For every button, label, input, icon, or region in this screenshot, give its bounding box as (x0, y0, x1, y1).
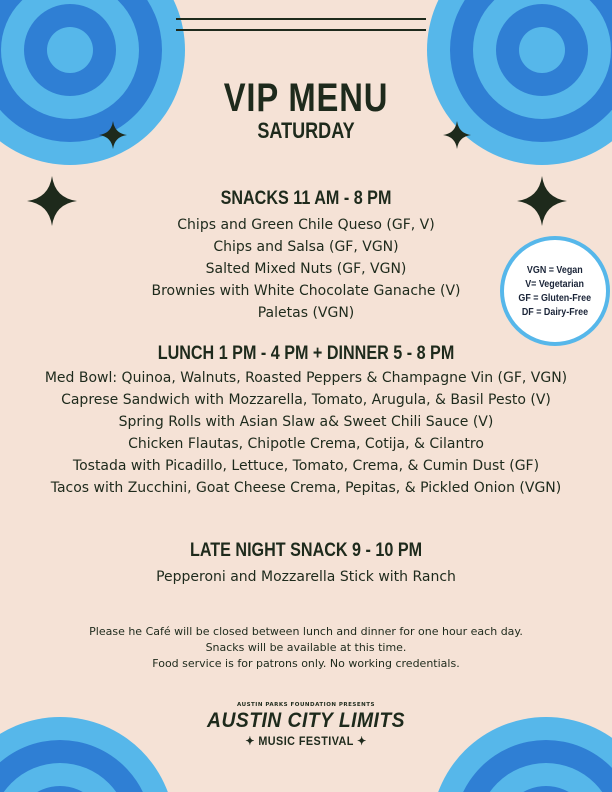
four-point-star-icon (443, 121, 471, 149)
menu-item: Paletas (VGN) (257, 305, 355, 321)
menu-item: Chips and Salsa (GF, VGN) (213, 239, 399, 255)
service-notes (0, 624, 612, 672)
page-title: VIP MENU (223, 76, 389, 120)
legend-item: V= Vegetarian (525, 278, 585, 290)
note-line: Please he Café will be closed between lunch and dinner for one hour each day. (89, 625, 523, 638)
menu-item: Med Bowl: Quinoa, Walnuts, Roasted Peppers & Champagne Vin (GF, VGN) (44, 370, 568, 386)
logo-wordmark: AUSTIN CITY LIMITS (207, 709, 405, 732)
four-point-star-icon (99, 121, 127, 149)
legend-item: DF = Dairy-Free (521, 306, 589, 318)
logo-festival-line: ✦ MUSIC FESTIVAL ✦ (245, 734, 367, 748)
late-night-section (0, 540, 612, 588)
legend-item: GF = Gluten-Free (518, 292, 592, 304)
menu-item: Pepperoni and Mozzarella Stick with Ranch (156, 569, 456, 585)
menu-item: Chips and Green Chile Queso (GF, V) (177, 217, 435, 233)
late-night-heading: LATE NIGHT SNACK 9 - 10 PM (189, 540, 423, 561)
menu-item: Chicken Flautas, Chipotle Crema, Cotija, & Cilantro (128, 436, 484, 452)
dietary-legend-badge (500, 236, 610, 346)
page-subtitle: SATURDAY (257, 118, 355, 143)
menu-item: Brownies with White Chocolate Ganache (V) (151, 283, 461, 299)
menu-item: Tostada with Picadillo, Lettuce, Tomato, Crema, & Cumin Dust (GF) (72, 458, 540, 474)
legend-item: VGN = Vegan (527, 264, 583, 276)
lunch-dinner-heading: LUNCH 1 PM - 4 PM + DINNER 5 - 8 PM (157, 343, 455, 364)
logo-presents-line: AUSTIN PARKS FOUNDATION PRESENTS (237, 702, 375, 708)
snacks-heading: SNACKS 11 AM - 8 PM (220, 188, 392, 209)
acl-festival-logo (186, 702, 426, 749)
corner-circles-bottom-left (0, 712, 180, 792)
menu-item: Spring Rolls with Asian Slaw a& Sweet Chili Sauce (V) (118, 414, 494, 430)
note-line: Snacks will be available at this time. (205, 641, 407, 654)
top-rule-2 (176, 29, 426, 31)
note-line: Food service is for patrons only. No working credentials. (152, 657, 460, 670)
menu-item: Tacos with Zucchini, Goat Cheese Crema, Pepitas, & Pickled Onion (VGN) (50, 480, 562, 496)
top-rule-1 (176, 18, 426, 20)
lunch-dinner-section (0, 343, 612, 499)
menu-item: Salted Mixed Nuts (GF, VGN) (205, 261, 407, 277)
corner-circles-bottom-right (426, 712, 612, 792)
menu-item: Caprese Sandwich with Mozzarella, Tomato, Arugula, & Basil Pesto (V) (61, 392, 551, 408)
